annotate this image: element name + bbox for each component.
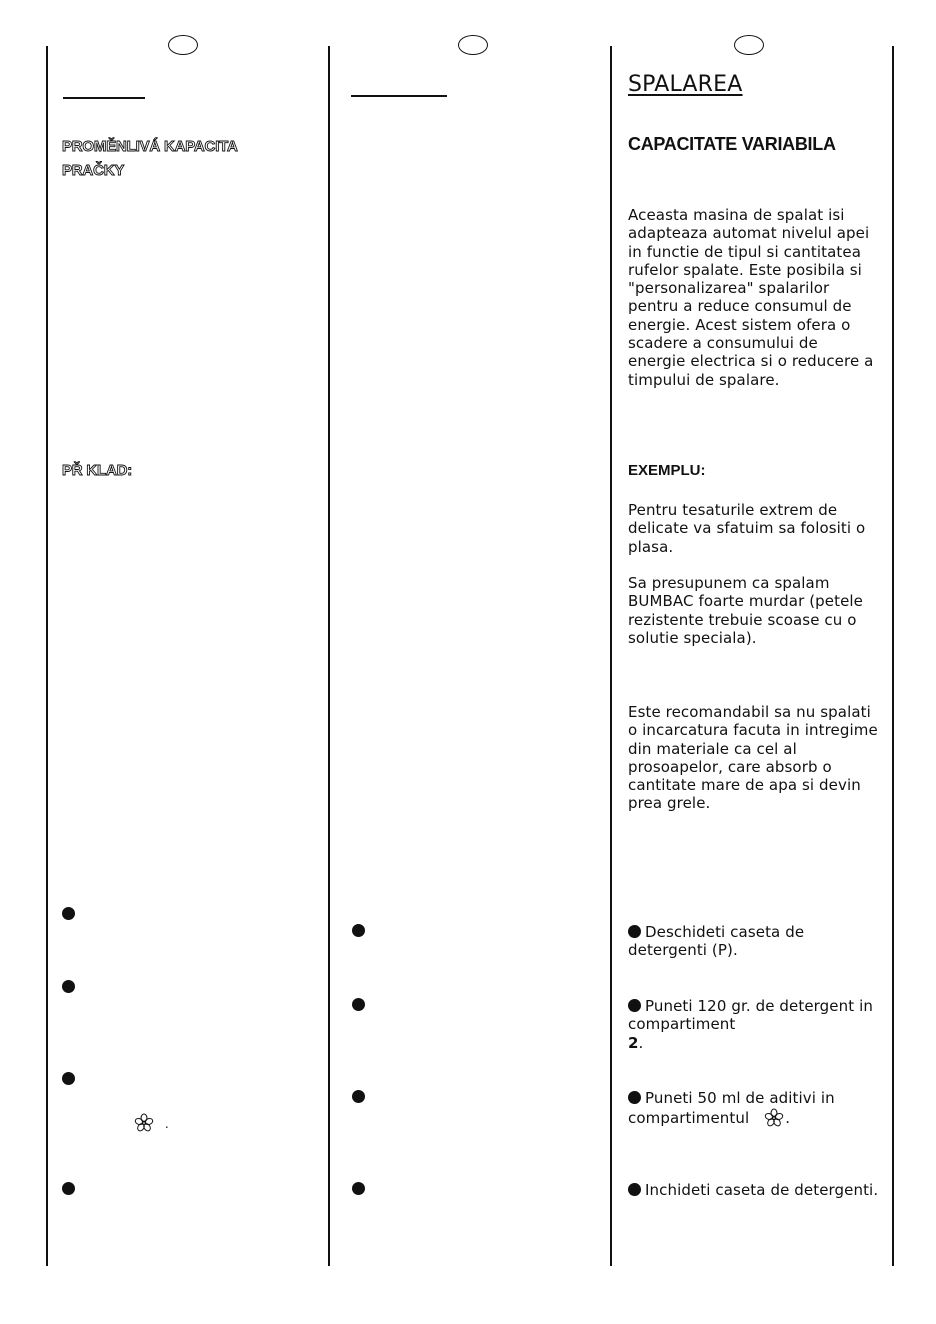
step-open-drawer: Deschideti caseta de detergenti (P). [628, 923, 805, 960]
page-title: SPALAREA [628, 72, 743, 97]
step-add-softener: Puneti 50 ml de aditivi in compartimentul . [628, 1089, 835, 1128]
bullet-icon [628, 925, 641, 938]
compartment-number: 2 [628, 1033, 639, 1052]
language-oval-cz [168, 35, 198, 55]
bullet-icon [62, 1072, 75, 1085]
language-oval-ro [734, 35, 764, 55]
example-paragraph-towels: Este recomandabil sa nu spalati o incarcatura facuta in intregime din materiale ca cel al prosoapelor, care absorb o cantitate mare de apa si devin prea grele. [628, 703, 878, 813]
softener-dot-cz: . [164, 1117, 169, 1131]
language-oval-2 [458, 35, 488, 55]
title-underline-cz [63, 97, 145, 99]
column-divider-1 [46, 46, 48, 1266]
heading-example-cz: PŘ KLAD: [62, 462, 133, 479]
bullet-icon [62, 980, 75, 993]
bullet-icon [628, 1183, 641, 1196]
step-add-detergent: Puneti 120 gr. de detergent in compartiment 2. [628, 997, 873, 1052]
example-paragraph-cotton: Sa presupunem ca spalam BUMBAC foarte murdar (petele rezistente trebuie scoase cu o solutie speciala). [628, 574, 864, 647]
section-heading-variable-capacity: CAPACITATE VARIABILA [628, 134, 836, 154]
example-heading: EXEMPLU: [628, 462, 706, 479]
bullet-icon [62, 1182, 75, 1195]
bullet-icon [62, 907, 75, 920]
column-divider-4 [892, 46, 894, 1266]
column-divider-2 [328, 46, 330, 1266]
bullet-icon [352, 998, 365, 1011]
bullet-icon [352, 1090, 365, 1103]
heading-variable-capacity-cz: PROMĚNLIVÁ KAPACITA PRAČKY [62, 138, 238, 179]
column-divider-3 [610, 46, 612, 1266]
example-paragraph-delicate: Pentru tesaturile extrem de delicate va sfatuim sa folositi o plasa. [628, 501, 866, 556]
bullet-icon [628, 1091, 641, 1104]
bullet-icon [352, 1182, 365, 1195]
title-underline-col2 [351, 95, 447, 97]
bullet-icon [628, 999, 641, 1012]
softener-flower-icon [133, 1112, 155, 1134]
softener-flower-icon [763, 1107, 785, 1129]
intro-paragraph: Aceasta masina de spalat isi adapteaza automat nivelul apei in functie de tipul si cantitatea rufelor spalate. Este posibila si "personalizarea" spalarilor pentru a reduce consumul de energie. Acest sistem ofera o scadere a consumului de energie electrica si o reducere a timpului de spalare. [628, 206, 874, 389]
bullet-icon [352, 924, 365, 937]
step-close-drawer: Inchideti caseta de detergenti. [628, 1181, 880, 1199]
